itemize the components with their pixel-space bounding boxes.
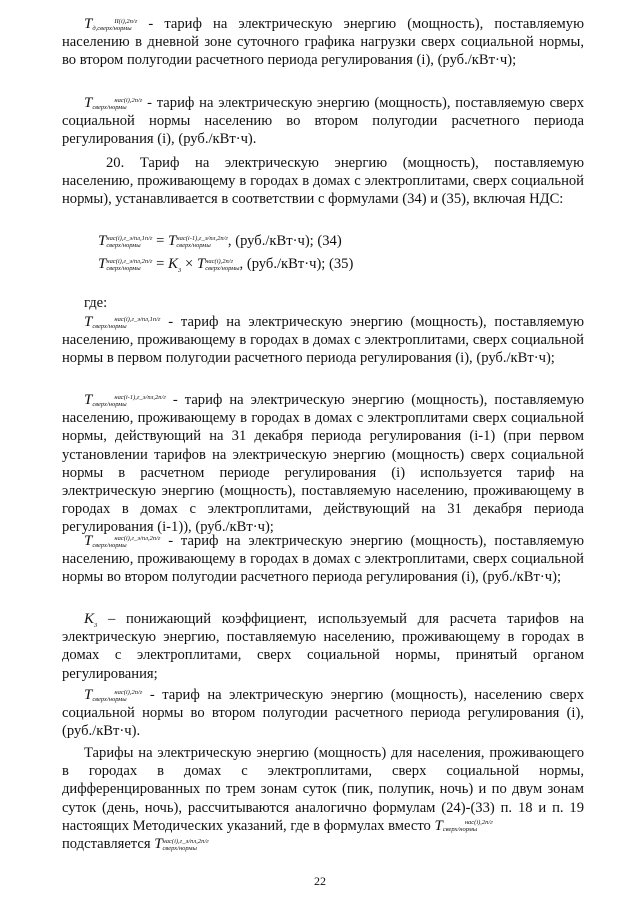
clause-20-paragraph	[62, 154, 584, 209]
definition-text: - тариф на электрическую энергию (мощность), населению сверх социальной нормы во втором полугодии расчетного периода регулирования (i), (руб./кВт·ч).	[62, 687, 584, 740]
definition-text: - тариф на электрическую энергию (мощность), поставляемую населению, проживающему в городах в домах с электроплитами, сверх социальной нормы в первом полугодии расчетного периода регулирования (i), (руб./кВт·ч);	[62, 314, 584, 367]
definition-reduction-coefficient	[62, 610, 584, 683]
where-label: где:	[84, 295, 108, 311]
definition-daytime-tariff	[62, 15, 584, 70]
definition-second-half-stove-tariff	[62, 532, 584, 587]
tariff-symbol: T нас(i),2п/г сверх/нормы	[84, 95, 143, 111]
tariff-symbol: T нас(i),г_э/пл,1п/г сверх/нормы	[84, 314, 161, 330]
definition-text: - тариф на электрическую энергию (мощность), поставляемую населению, проживающему в городах в домах с электроплитами сверх социальной нормы, действующий на 31 декабря периода регулирования (i-1) (при первом установлении тарифов на электрическую энергию (мощность) сверх социальной нормы в расчетном периоде регулирования (i) используется тариф на электрическую энергию (мощность), поставляемую населению, проживающему в городах в домах с электроплитами, действующий на 31 декабря периода регулирования (i-1)), (руб./кВт·ч);	[62, 392, 584, 536]
definition-first-half-tariff	[62, 313, 584, 368]
definition-second-half-tariff	[62, 94, 584, 149]
definition-text: - тариф на электрическую энергию (мощность), поставляемую населению в дневной зоне суточного графика нагрузки сверх социальной нормы, во втором полугодии расчетного периода регулирования (i), (руб./кВт·ч);	[62, 16, 584, 69]
tariff-symbol: Tнас(i),г_э/пл,2п/г сверх/нормы	[154, 836, 209, 853]
formula-35: Tнас(i),г_э/пл,2п/г сверх/нормы = $K_3$ × Tнас(i),2п/г сверх/нормы, (руб./кВт·ч); (35)	[98, 256, 354, 274]
formula-34: Tнас(i),г_э/пл,1п/г сверх/нормы = Tнас(i-1),г_э/пл,2п/г сверх/нормы , (руб./кВт·ч); (34)	[98, 233, 342, 249]
definition-text: – понижающий коэффициент, используемый для расчета тарифов на электрическую энергию, поставляемую населению, проживающему в городах в домах с электроплитами, сверх социальной нормы, принятый органом регулирования;	[62, 611, 584, 682]
zonal-tariffs-paragraph	[62, 744, 584, 853]
tariff-symbol: T нас(i),2п/г сверх/нормы	[434, 817, 493, 834]
tariff-symbol: T II(i),2п/г д,сверх/нормы	[84, 16, 138, 32]
substitution-text: подставляется	[62, 836, 151, 853]
tariff-symbol: T нас(i),2п/г сверх/нормы	[84, 687, 143, 703]
page-number: 22	[314, 874, 326, 888]
definition-previous-period-tariff	[62, 391, 584, 537]
tariff-symbol: T нас(i-1),г_э/пл,2п/г сверх/нормы	[84, 392, 166, 408]
definition-over-norm-tariff	[62, 686, 584, 741]
definition-text: - тариф на электрическую энергию (мощность), поставляемую населению, проживающему в городах в домах с электроплитами, сверх социальной нормы во втором полугодии расчетного периода регулирования (i), (руб./кВт·ч);	[62, 533, 584, 586]
zonal-tariffs-text: Тарифы на электрическую энергию (мощность) для населения, проживающего в городах в домах с электроплитами, сверх социальной нормы, дифференцированных по трем зонам суток (пик, полупик, ночь) и по двум зонам суток (день, ночь), рассчитываются аналогично формулам (24)-(33) п. 18 и п. 19 настоящих Методических указаний, где в формулах вместо	[62, 745, 584, 834]
tariff-symbol: T нас(i),г_э/пл,2п/г сверх/нормы	[84, 533, 161, 549]
definition-text: - тариф на электрическую энергию (мощность), поставляемую сверх социальной нормы населению во втором полугодии расчетного периода регулирования (i), (руб./кВт·ч).	[62, 95, 585, 148]
coefficient-symbol: $K_3$	[84, 611, 98, 629]
clause-20-text: 20. Тариф на электрическую энергию (мощность), поставляемую населению, проживающему в городах в домах с электроплитами, сверх социальной нормы), устанавливается в соответствии с формулами (34) и (35), включая НДС:	[62, 155, 584, 208]
